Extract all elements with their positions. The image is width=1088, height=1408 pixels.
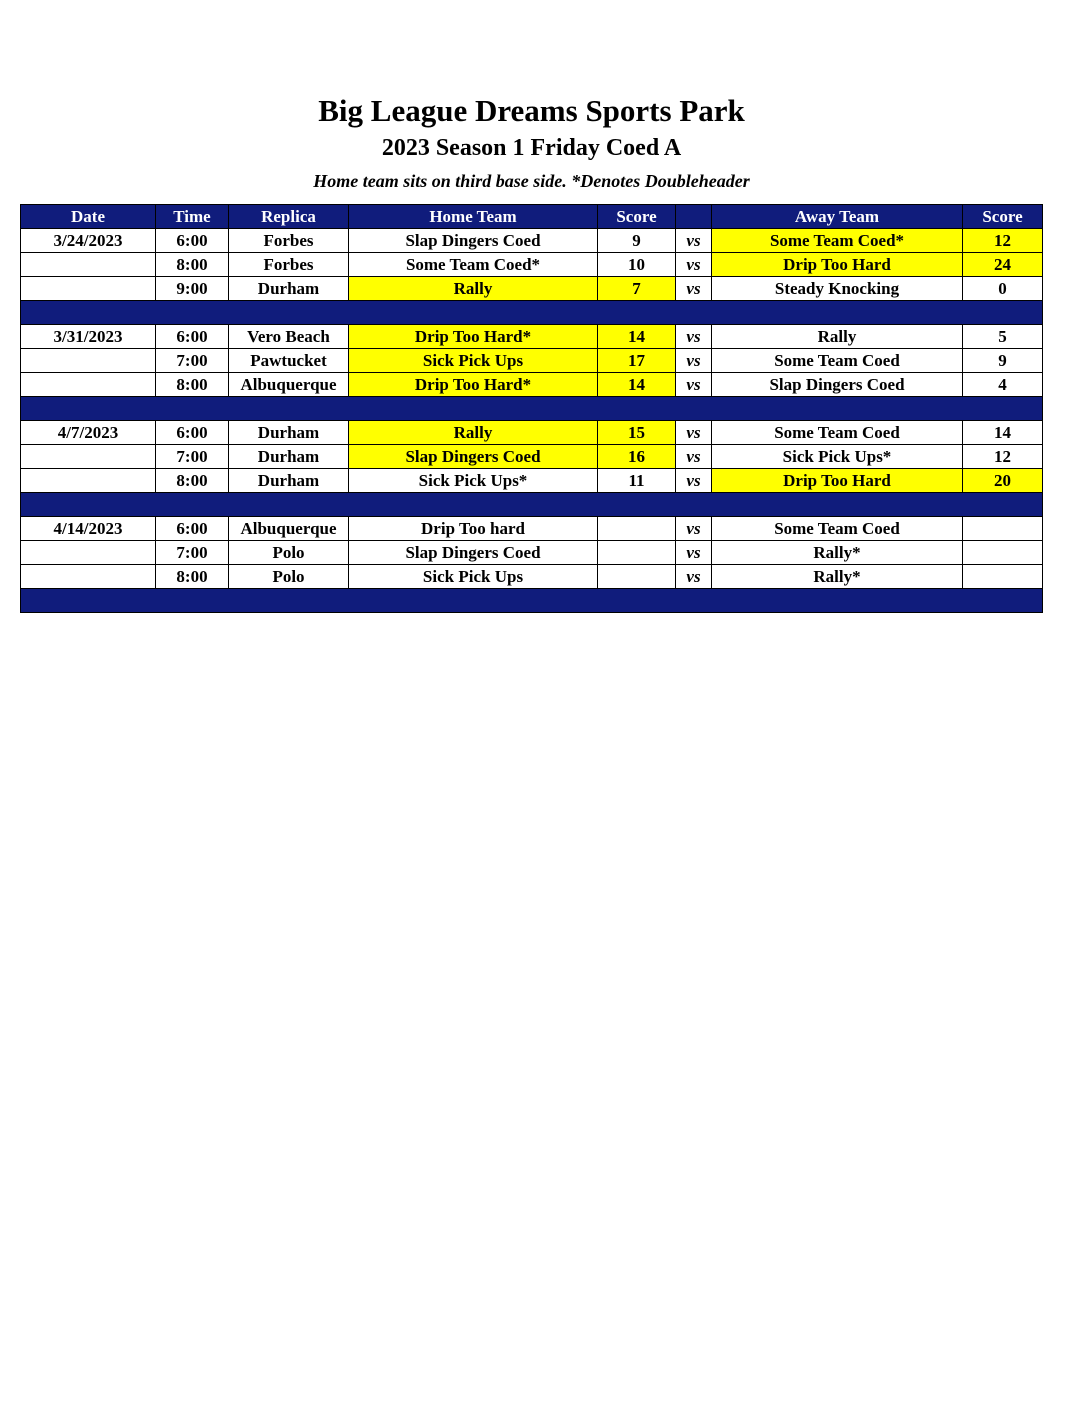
- vs-cell: vs: [676, 253, 712, 277]
- away-team-cell: Some Team Coed: [712, 517, 963, 541]
- replica-cell: Durham: [229, 421, 349, 445]
- home-team-cell: Some Team Coed*: [349, 253, 598, 277]
- separator-row: [21, 397, 1043, 421]
- away-score-cell: 24: [963, 253, 1043, 277]
- header-away-score: Score: [963, 205, 1043, 229]
- replica-cell: Durham: [229, 277, 349, 301]
- separator-row: [21, 301, 1043, 325]
- header-home-team: Home Team: [349, 205, 598, 229]
- schedule-note: Home team sits on third base side. *Denotes Doubleheader: [313, 171, 750, 192]
- date-cell: 4/14/2023: [21, 517, 156, 541]
- away-team-cell: Rally: [712, 325, 963, 349]
- away-team-cell: Sick Pick Ups*: [712, 445, 963, 469]
- vs-cell: vs: [676, 445, 712, 469]
- home-team-cell: Rally: [349, 421, 598, 445]
- home-team-cell: Slap Dingers Coed: [349, 445, 598, 469]
- page-title: Big League Dreams Sports Park: [318, 93, 745, 128]
- away-score-cell: 9: [963, 349, 1043, 373]
- home-team-cell: Sick Pick Ups: [349, 349, 598, 373]
- time-cell: 7:00: [156, 349, 229, 373]
- game-row: [21, 541, 1043, 565]
- game-row: [21, 565, 1043, 589]
- home-score-cell: 7: [598, 277, 676, 301]
- header-row: [21, 205, 1043, 229]
- home-score-cell: 11: [598, 469, 676, 493]
- time-cell: 6:00: [156, 421, 229, 445]
- time-cell: 7:00: [156, 541, 229, 565]
- away-score-cell: 20: [963, 469, 1043, 493]
- home-score-cell: 9: [598, 229, 676, 253]
- away-score-cell: [963, 541, 1043, 565]
- date-cell: [21, 565, 156, 589]
- away-score-cell: 5: [963, 325, 1043, 349]
- away-team-cell: Steady Knocking: [712, 277, 963, 301]
- home-team-cell: Drip Too Hard*: [349, 373, 598, 397]
- away-score-cell: 14: [963, 421, 1043, 445]
- home-team-cell: Drip Too hard: [349, 517, 598, 541]
- vs-cell: vs: [676, 421, 712, 445]
- game-row: [21, 469, 1043, 493]
- time-cell: 6:00: [156, 517, 229, 541]
- vs-cell: vs: [676, 373, 712, 397]
- game-row: [21, 325, 1043, 349]
- schedule-body: [21, 229, 1043, 613]
- date-cell: [21, 277, 156, 301]
- time-cell: 6:00: [156, 325, 229, 349]
- time-cell: 9:00: [156, 277, 229, 301]
- replica-cell: Durham: [229, 445, 349, 469]
- header-home-score: Score: [598, 205, 676, 229]
- home-score-cell: 10: [598, 253, 676, 277]
- date-cell: 3/31/2023: [21, 325, 156, 349]
- table-header: [21, 205, 1043, 229]
- date-cell: [21, 469, 156, 493]
- home-team-cell: Rally: [349, 277, 598, 301]
- date-cell: [21, 541, 156, 565]
- home-score-cell: 14: [598, 373, 676, 397]
- home-team-cell: Drip Too Hard*: [349, 325, 598, 349]
- away-team-cell: Some Team Coed: [712, 349, 963, 373]
- time-cell: 8:00: [156, 469, 229, 493]
- replica-cell: Forbes: [229, 253, 349, 277]
- replica-cell: Polo: [229, 541, 349, 565]
- vs-cell: vs: [676, 469, 712, 493]
- header-date: Date: [21, 205, 156, 229]
- game-row: [21, 229, 1043, 253]
- away-team-cell: Rally*: [712, 541, 963, 565]
- separator-cell: [21, 493, 1043, 517]
- away-team-cell: Drip Too Hard: [712, 469, 963, 493]
- away-team-cell: Slap Dingers Coed: [712, 373, 963, 397]
- away-score-cell: 0: [963, 277, 1043, 301]
- replica-cell: Durham: [229, 469, 349, 493]
- away-team-cell: Rally*: [712, 565, 963, 589]
- vs-cell: vs: [676, 349, 712, 373]
- header-away-team: Away Team: [712, 205, 963, 229]
- replica-cell: Forbes: [229, 229, 349, 253]
- vs-cell: vs: [676, 277, 712, 301]
- time-cell: 8:00: [156, 373, 229, 397]
- home-score-cell: 16: [598, 445, 676, 469]
- separator-cell: [21, 397, 1043, 421]
- replica-cell: Polo: [229, 565, 349, 589]
- vs-cell: vs: [676, 541, 712, 565]
- game-row: [21, 277, 1043, 301]
- game-row: [21, 253, 1043, 277]
- home-team-cell: Slap Dingers Coed: [349, 541, 598, 565]
- time-cell: 8:00: [156, 565, 229, 589]
- header-replica: Replica: [229, 205, 349, 229]
- game-row: [21, 445, 1043, 469]
- time-cell: 8:00: [156, 253, 229, 277]
- game-row: [21, 517, 1043, 541]
- page-subtitle: 2023 Season 1 Friday Coed A: [381, 135, 682, 162]
- away-score-cell: 4: [963, 373, 1043, 397]
- home-team-cell: Slap Dingers Coed: [349, 229, 598, 253]
- game-row: [21, 373, 1043, 397]
- date-cell: [21, 253, 156, 277]
- replica-cell: Albuquerque: [229, 517, 349, 541]
- away-score-cell: 12: [963, 229, 1043, 253]
- home-score-cell: 14: [598, 325, 676, 349]
- header-vs: [676, 205, 712, 229]
- away-team-cell: Some Team Coed: [712, 421, 963, 445]
- time-cell: 7:00: [156, 445, 229, 469]
- date-cell: [21, 445, 156, 469]
- separator-cell: [21, 301, 1043, 325]
- separator-cell: [21, 589, 1043, 613]
- home-score-cell: 15: [598, 421, 676, 445]
- vs-cell: vs: [676, 325, 712, 349]
- time-cell: 6:00: [156, 229, 229, 253]
- separator-row: [21, 589, 1043, 613]
- date-cell: 4/7/2023: [21, 421, 156, 445]
- date-cell: 3/24/2023: [21, 229, 156, 253]
- date-cell: [21, 373, 156, 397]
- replica-cell: Vero Beach: [229, 325, 349, 349]
- home-score-cell: [598, 565, 676, 589]
- away-score-cell: [963, 517, 1043, 541]
- away-team-cell: Drip Too Hard: [712, 253, 963, 277]
- schedule-table: [20, 204, 1043, 613]
- away-team-cell: Some Team Coed*: [712, 229, 963, 253]
- away-score-cell: [963, 565, 1043, 589]
- vs-cell: vs: [676, 229, 712, 253]
- home-score-cell: [598, 541, 676, 565]
- away-score-cell: 12: [963, 445, 1043, 469]
- home-team-cell: Sick Pick Ups: [349, 565, 598, 589]
- header-time: Time: [156, 205, 229, 229]
- date-cell: [21, 349, 156, 373]
- separator-row: [21, 493, 1043, 517]
- replica-cell: Pawtucket: [229, 349, 349, 373]
- replica-cell: Albuquerque: [229, 373, 349, 397]
- home-score-cell: [598, 517, 676, 541]
- home-team-cell: Sick Pick Ups*: [349, 469, 598, 493]
- game-row: [21, 421, 1043, 445]
- vs-cell: vs: [676, 565, 712, 589]
- vs-cell: vs: [676, 517, 712, 541]
- home-score-cell: 17: [598, 349, 676, 373]
- game-row: [21, 349, 1043, 373]
- document-page: [20, 0, 1043, 613]
